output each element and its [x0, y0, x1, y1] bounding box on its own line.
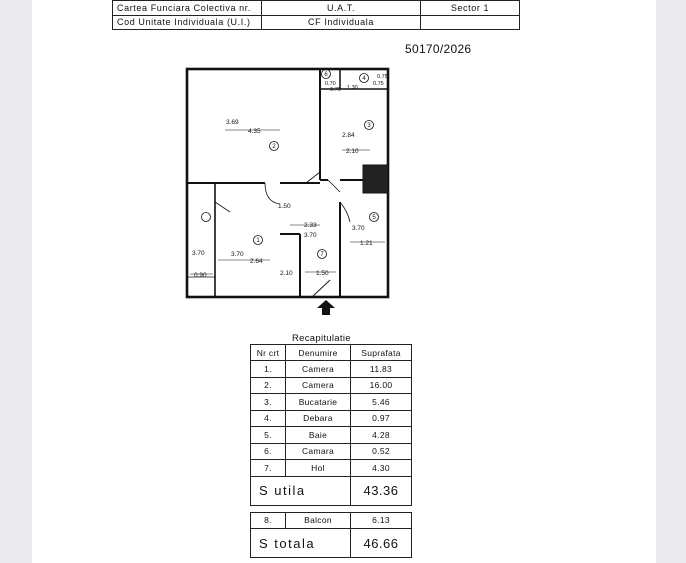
- row-denumire: Baie: [286, 427, 351, 444]
- door-leaf: [306, 172, 320, 183]
- header-empty-cell: [421, 15, 520, 30]
- room-marker: [202, 213, 211, 222]
- row-suprafata: 5.46: [351, 394, 412, 411]
- door-arc: [340, 202, 350, 222]
- dimension-label: 3.70: [192, 250, 205, 257]
- entrance-door: [312, 280, 330, 297]
- door-leaf: [328, 180, 340, 192]
- s-totala-row: [251, 529, 412, 558]
- recap-header-row: [251, 345, 412, 361]
- row-denumire: Camera: [286, 361, 351, 378]
- cf-colectiva-label: Cartea Funciara Colectiva nr.: [113, 1, 262, 16]
- row-denumire: Hol: [286, 460, 351, 477]
- row-suprafata: 16.00: [351, 377, 412, 394]
- col-suprafata-header: Suprafata: [351, 345, 412, 361]
- balcon-row: [251, 512, 412, 529]
- header-table: [112, 0, 520, 30]
- col-denumire-header: Denumire: [286, 345, 351, 361]
- door-arc: [265, 183, 280, 204]
- row-denumire: Bucatarie: [286, 394, 351, 411]
- sector-label: Sector 1: [421, 1, 520, 16]
- door-leaf: [215, 202, 230, 212]
- header-row-1: [113, 1, 520, 16]
- row-suprafata: 4.28: [351, 427, 412, 444]
- dimension-label: 0.75: [330, 87, 341, 93]
- table-row: [251, 443, 412, 460]
- table-row: [251, 410, 412, 427]
- table-row: [251, 427, 412, 444]
- dimension-label: 0.75: [377, 74, 388, 80]
- dimension-label: 3.70: [304, 232, 317, 239]
- document-number: 50170/2026: [405, 42, 472, 56]
- row-denumire: Balcon: [286, 512, 351, 529]
- row-nr: 3.: [251, 394, 286, 411]
- row-nr: 6.: [251, 443, 286, 460]
- row-suprafata: 0.52: [351, 443, 412, 460]
- room-number: 4: [362, 76, 366, 82]
- row-suprafata: 11.83: [351, 361, 412, 378]
- s-totala-label: S totala: [251, 529, 351, 558]
- recap-title: Recapitulatie: [292, 333, 351, 344]
- room-number: 3: [367, 123, 371, 129]
- row-denumire: Camera: [286, 377, 351, 394]
- table-row: [251, 377, 412, 394]
- header-row-2: [113, 15, 520, 30]
- cod-ui-label: Cod Unitate Individuala (U.I.): [113, 15, 262, 30]
- s-utila-row: [251, 476, 412, 505]
- dimension-label: 2.84: [342, 132, 355, 139]
- row-suprafata: 4.30: [351, 460, 412, 477]
- uat-label: U.A.T.: [262, 1, 421, 16]
- row-denumire: Camara: [286, 443, 351, 460]
- row-suprafata: 6.13: [351, 512, 412, 529]
- dimension-label: 2.10: [346, 148, 359, 155]
- room-number: 1: [256, 238, 260, 244]
- dimension-label: 2.33: [304, 222, 317, 229]
- room-number: 5: [372, 215, 376, 221]
- dimension-label: 1.50: [278, 203, 291, 210]
- row-nr: 2.: [251, 377, 286, 394]
- dimension-label: 1.30: [347, 85, 358, 91]
- table-row: [251, 394, 412, 411]
- entrance-arrow-icon: [317, 300, 335, 315]
- room-number: 2: [272, 144, 276, 150]
- row-nr: 4.: [251, 410, 286, 427]
- dimension-label: 2.10: [280, 270, 293, 277]
- room-number: 7: [320, 252, 324, 258]
- cf-individuala-label: CF Individuala: [262, 15, 421, 30]
- table-row: [251, 460, 412, 477]
- col-nr-header: Nr crt: [251, 345, 286, 361]
- row-nr: 5.: [251, 427, 286, 444]
- dimension-label: 0.75: [373, 81, 384, 87]
- dimension-label: 3.70: [231, 251, 244, 258]
- s-utila-label: S utila: [251, 476, 351, 505]
- spacer-row: [251, 505, 412, 512]
- recap-table: [250, 344, 412, 558]
- dimension-label: 1.50: [316, 270, 329, 277]
- room-number: 6: [324, 72, 328, 78]
- row-nr: 7.: [251, 460, 286, 477]
- s-utila-value: 43.36: [351, 476, 412, 505]
- row-denumire: Debara: [286, 410, 351, 427]
- table-row: [251, 361, 412, 378]
- dimension-label: 3.70: [352, 225, 365, 232]
- floor-plan: [180, 62, 395, 322]
- shaft: [363, 165, 388, 193]
- dimension-label: 0.70: [325, 81, 336, 87]
- dimension-label: 2.64: [250, 258, 263, 265]
- dimension-label: 0.90: [194, 272, 207, 279]
- row-suprafata: 0.97: [351, 410, 412, 427]
- s-totala-value: 46.66: [351, 529, 412, 558]
- dimension-label: 3.69: [226, 119, 239, 126]
- dimension-label: 1.21: [360, 240, 373, 247]
- dimension-label: 4.35: [248, 128, 261, 135]
- row-nr: 1.: [251, 361, 286, 378]
- row-nr: 8.: [251, 512, 286, 529]
